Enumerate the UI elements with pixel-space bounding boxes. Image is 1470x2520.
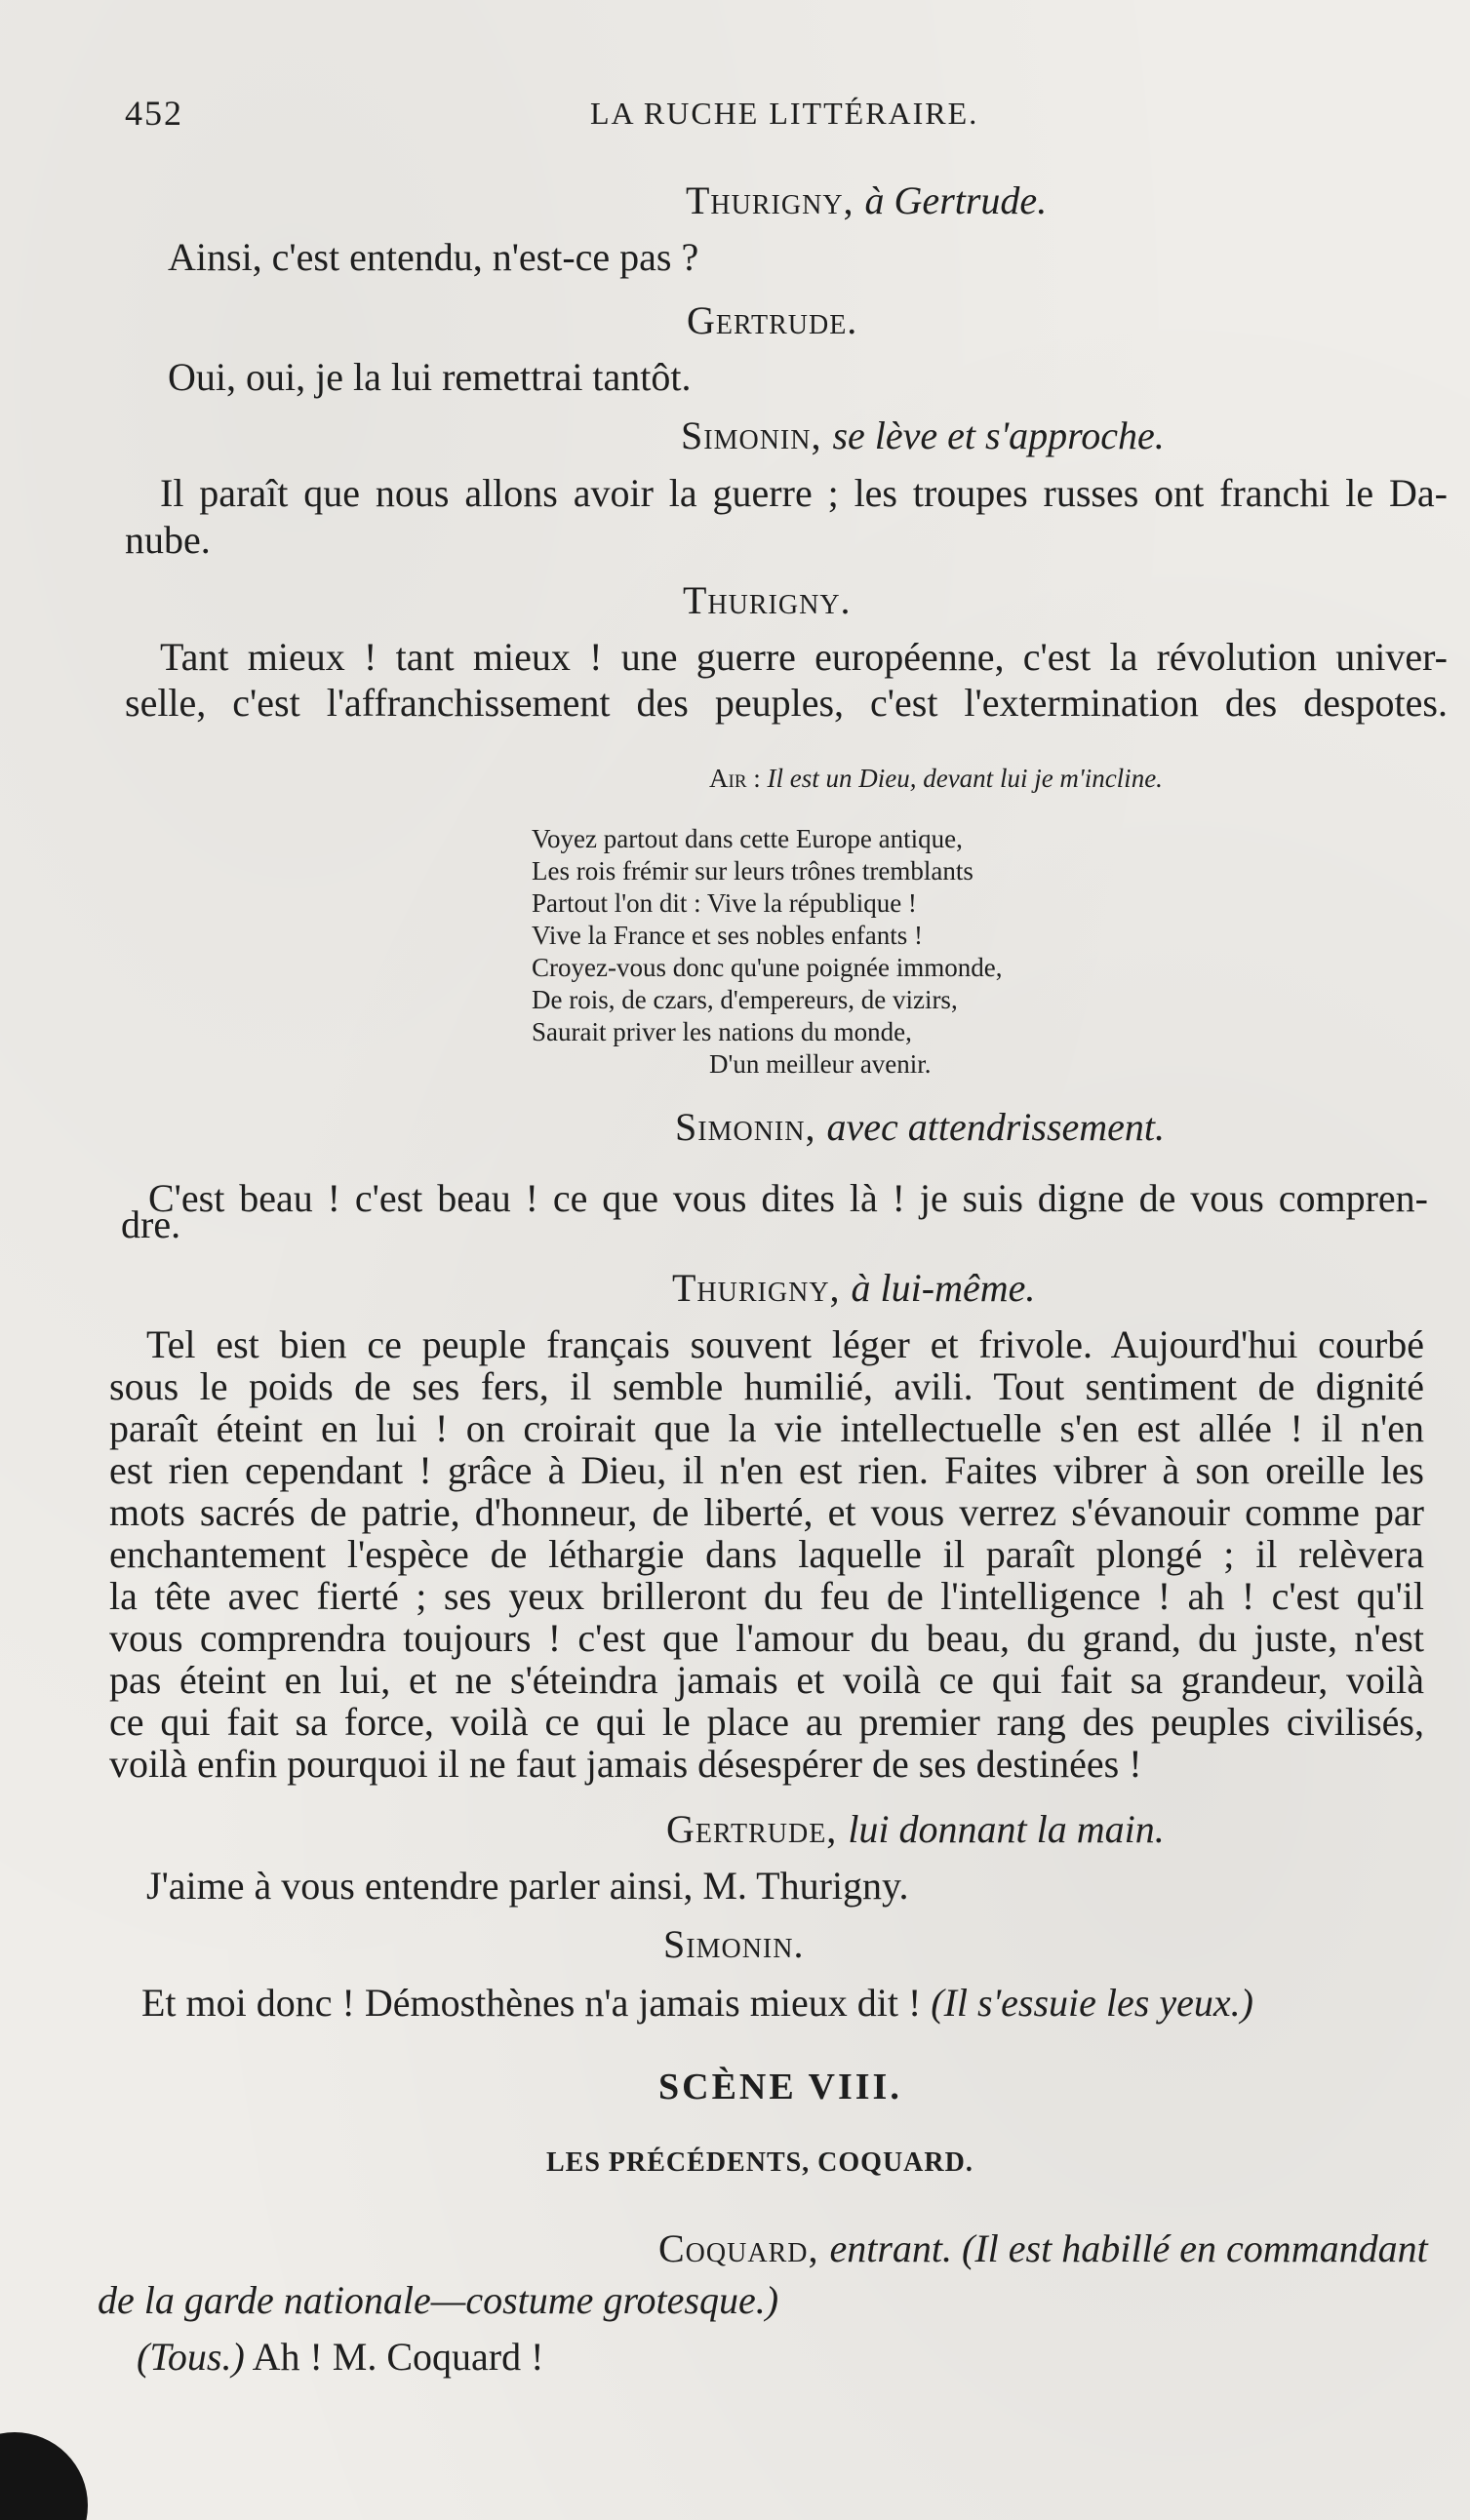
stage-direction: se lève et s'approche. <box>832 413 1165 457</box>
dialogue-line <box>137 2334 543 2380</box>
speaker-heading <box>666 1806 1165 1852</box>
stage-direction: entrant. (Il est habillé en commandant <box>829 2226 1428 2270</box>
dialogue-text: Et moi donc ! Démosthènes n'a jamais mieux dit ! <box>141 1981 922 2025</box>
stage-direction-continued: de la garde nationale—costume grotesque.) <box>98 2278 779 2322</box>
speaker-name: Coquard, <box>658 2226 819 2270</box>
speaker-name: Thurigny, <box>672 1266 841 1310</box>
dialogue-line: C'est beau ! c'est beau ! ce que vous dites là ! je suis digne de vous compren- <box>148 1176 1428 1220</box>
speaker-name: Thurigny. <box>683 578 852 622</box>
dialogue-line: est rien cependant ! grâce à Dieu, il n'en est rien. Faites vibrer à son oreille les <box>109 1448 1424 1492</box>
speaker-name: Gertrude. <box>687 298 858 342</box>
air-label: Air : <box>709 764 761 793</box>
scene-characters: LES PRÉCÉDENTS, COQUARD. <box>546 2147 973 2178</box>
speaker-heading <box>672 1265 1035 1311</box>
song-verse <box>532 823 1003 1081</box>
verse-line: Vive la France et ses nobles enfants ! <box>532 921 923 950</box>
dialogue-line: dre. <box>121 1202 181 1246</box>
speaker-name: Gertrude, <box>666 1807 838 1851</box>
dialogue-line: Tant mieux ! tant mieux ! une guerre européenne, c'est la révolution univer- <box>160 635 1448 679</box>
speaker-heading <box>658 2225 1428 2271</box>
dialogue-line: sous le poids de ses fers, il semble humilié, avili. Tout sentiment de dignité <box>109 1364 1424 1408</box>
verse-line: Partout l'on dit : Vive la république ! <box>532 888 917 918</box>
stage-direction: lui donnant la main. <box>848 1807 1165 1851</box>
stage-direction: (Tous.) <box>137 2335 245 2379</box>
stage-direction: avec attendrissement. <box>826 1105 1166 1149</box>
dialogue-line: pas éteint en lui, et ne s'éteindra jamais et voilà ce qui fait sa grandeur, voilà <box>109 1658 1424 1702</box>
dialogue-line: Tel est bien ce peuple français souvent léger et frivole. Aujourd'hui courbé <box>146 1322 1424 1366</box>
dialogue-line: Ainsi, c'est entendu, n'est-ce pas ? <box>168 235 699 279</box>
speaker-name: Simonin, <box>675 1105 816 1149</box>
speaker-name: Simonin. <box>663 1922 805 1966</box>
dialogue-line: Il paraît que nous allons avoir la guerre ; les troupes russes ont franchi le Da- <box>160 471 1448 515</box>
running-title: LA RUCHE LITTÉRAIRE. <box>590 96 979 131</box>
dialogue-line: Oui, oui, je la lui remettrai tantôt. <box>168 355 692 399</box>
verse-line: Croyez-vous donc qu'une poignée immonde, <box>532 953 1003 982</box>
dialogue-text: Ah ! M. Coquard ! <box>252 2335 544 2379</box>
stage-direction: (Il s'essuie les yeux.) <box>931 1981 1253 2025</box>
dialogue-line: la tête avec fierté ; ses yeux brilleront du feu de l'intelligence ! ah ! c'est qu'il <box>109 1574 1424 1618</box>
air-title: Il est un Dieu, devant lui je m'incline. <box>767 764 1163 793</box>
speaker-heading <box>686 177 1047 223</box>
verse-line: Voyez partout dans cette Europe antique, <box>532 824 963 853</box>
dialogue-line: paraît éteint en lui ! on croirait que la vie intellectuelle s'en est allée ! il n'en <box>109 1406 1424 1450</box>
scene-title: SCÈNE VIII. <box>658 2067 902 2107</box>
verse-line: De rois, de czars, d'empereurs, de vizirs, <box>532 985 958 1014</box>
speaker-heading <box>675 1104 1165 1150</box>
dialogue-line: vous comprendra toujours ! c'est que l'amour du beau, du grand, du juste, n'est <box>109 1616 1424 1660</box>
dialogue-line <box>141 1980 1253 2026</box>
air-tune <box>709 764 1163 794</box>
dialogue-line: selle, c'est l'affranchissement des peuples, c'est l'extermination des despotes. <box>125 681 1448 725</box>
stage-direction: à Gertrude. <box>864 178 1048 222</box>
dialogue-line: mots sacrés de patrie, d'honneur, de liberté, et vous verrez s'évanouir comme par <box>109 1490 1424 1534</box>
verse-line: D'un meilleur avenir. <box>709 1049 932 1079</box>
speaker-name: Simonin, <box>681 413 822 457</box>
ink-blot <box>0 2432 88 2520</box>
speaker-heading <box>681 413 1165 458</box>
dialogue-line: J'aime à vous entendre parler ainsi, M. Thurigny. <box>146 1864 909 1908</box>
stage-direction: à lui-même. <box>851 1266 1036 1310</box>
dialogue-line: enchantement l'espèce de léthargie dans laquelle il paraît plongé ; il relèvera <box>109 1532 1424 1576</box>
page-number: 452 <box>125 94 183 133</box>
verse-line: Saurait priver les nations du monde, <box>532 1017 912 1046</box>
dialogue-line: nube. <box>125 518 211 562</box>
verse-line: Les rois frémir sur leurs trônes tremblants <box>532 856 973 886</box>
dialogue-line: ce qui fait sa force, voilà ce qui le place au premier rang des peuples civilisés, <box>109 1700 1424 1744</box>
speaker-name: Thurigny, <box>686 178 854 222</box>
dialogue-line: voilà enfin pourquoi il ne faut jamais désespérer de ses destinées ! <box>109 1742 1142 1786</box>
